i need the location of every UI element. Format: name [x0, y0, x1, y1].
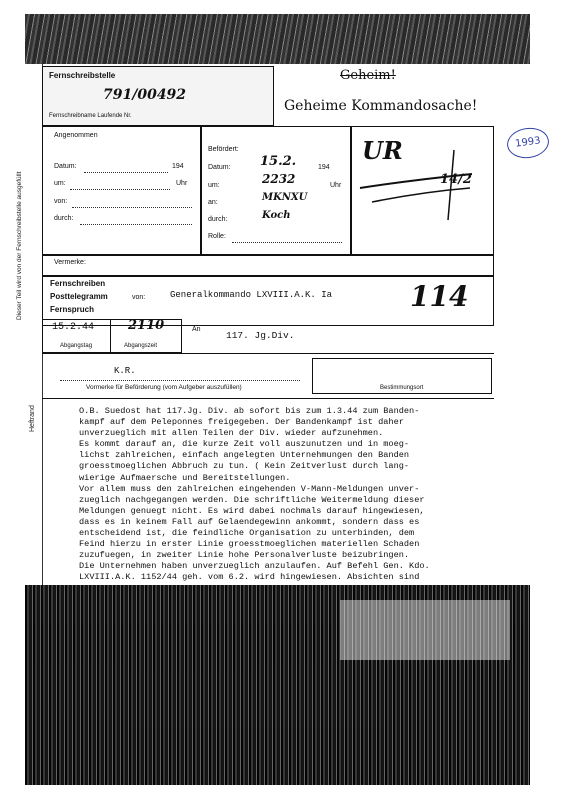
side-heftrand-label: Heftrand	[29, 405, 36, 432]
dispatch-date-label: Abgangstag	[60, 343, 93, 349]
befoerdert-durch-value: Koch	[262, 210, 291, 221]
angenommen-title: Angenommen	[54, 132, 98, 139]
dispatch-bottom-line	[42, 353, 494, 354]
divider-angenommen-befoerdert	[200, 126, 202, 254]
befoerdert-an-value: MKNXU	[262, 192, 308, 203]
message-line: zuzufuegen, in zweiter Linie hohe Personalverluste beizubringen.	[79, 550, 410, 561]
angenommen-uhr: Uhr	[176, 180, 188, 187]
befoerdert-datum-value: 15.2.	[260, 154, 297, 169]
stelle-number: 791/00492	[103, 87, 187, 103]
routing-vermerk: K.R.	[114, 366, 136, 376]
fernschreibstelle-box	[42, 66, 274, 126]
side-vertical-note: Dieser Teil wird von der Fernschreibstelle ausgefüllt	[16, 171, 23, 320]
befoerdert-hand-note-2: 14/2	[440, 172, 472, 187]
divider-vermerke	[42, 254, 494, 256]
message-number: 114	[410, 280, 469, 313]
angenommen-um-label: um:	[54, 180, 66, 187]
scan-noise-top	[25, 14, 530, 64]
routing-bottom-line	[42, 398, 494, 399]
message-body	[79, 406, 519, 595]
message-line: Meldungen genuegt nicht. Es wird dabei nochmals darauf hingewiesen,	[79, 505, 425, 516]
befoerdert-an-label: an:	[208, 199, 218, 206]
befoerdert-title: Befördert:	[208, 146, 239, 153]
message-line: O.B. Suedost hat 117.Jg. Div. ab sofort bis zum 1.3.44 zum Banden-	[79, 406, 420, 416]
dispatch-time-value: 2110	[128, 318, 165, 333]
befoerdert-year: 194	[318, 164, 330, 171]
message-line: LXVIII.A.K. 1152/44 geh. vom 6.2. wird hingewiesen. Absichten sind	[79, 572, 420, 583]
angenommen-year: 194	[172, 163, 184, 170]
angenommen-von-label: von:	[54, 198, 68, 205]
scan-noise-bottom-highlight	[340, 600, 510, 660]
befoerdert-hand-note: UR	[362, 136, 403, 165]
side-band	[28, 60, 43, 590]
message-line: kampf auf dem Peleponnes freigegeben. Der Bandenkampf ist daher	[79, 417, 404, 428]
routing-line	[60, 380, 300, 381]
befoerdert-durch-label: durch:	[208, 216, 228, 223]
message-line: Vor allem muss den zahlreichen eingehenden V-Mann-Meldungen unver-	[79, 483, 420, 494]
message-line: entscheidend ist, die feindliche Organisation zu unterbinden, dem	[79, 528, 415, 539]
befoerdert-um-value: 2232	[262, 172, 296, 186]
dispatch-time-label: Abgangszeit	[124, 343, 158, 349]
dispatch-recipient: 117. Jg.Div.	[226, 330, 295, 341]
classification-geheim: Geheim!	[340, 68, 396, 83]
classification-gkdos: Geheime Kommandosache!	[284, 98, 478, 114]
message-line: zueglich nachgegangen werden. Die schriftliche Weitermeldung dieser	[79, 494, 425, 505]
divider-transmission	[42, 275, 494, 277]
befoerdert-um-label: um:	[208, 182, 220, 189]
archive-stamp: 1993	[505, 125, 551, 161]
angenommen-um-line	[70, 189, 170, 190]
dispatch-date-value: 15.2.44	[52, 322, 95, 333]
bestimmungsort-label: Bestimmungsort	[380, 385, 424, 391]
dispatch-an-label: An	[192, 326, 201, 333]
message-line: lichst zahlreichen, einfach angelegten Unternehmungen den Banden	[79, 450, 410, 461]
message-line: Feind hierzu in erster Linie groesstmoeglichen materiellen Schaden	[79, 539, 420, 550]
message-line: dass es in keinem Fall auf Gelaendegewinn ankommt, sondern dass es	[79, 516, 420, 527]
befoerdert-uhr: Uhr	[330, 182, 342, 189]
von-label: von:	[132, 294, 146, 301]
angenommen-von-line	[72, 207, 192, 208]
message-line: unverzueglich mit allen Teilen der Div. wieder aufzunehmen.	[79, 428, 384, 439]
type-posttelegramm: Posttelegramm	[50, 292, 108, 301]
message-line: Die Unternehmen haben unverzueglich anzulaufen. Auf Befehl Gen. Kdo.	[79, 561, 430, 572]
befoerdert-rolle-line	[232, 242, 342, 243]
angenommen-datum-line	[84, 172, 168, 173]
sender-text: Generalkommando LXVIII.A.K. Ia	[170, 290, 333, 300]
dispatch-divider	[110, 319, 111, 353]
message-line: groesstmoeglichen Abbruch zu tun. ( Kein Zeitverlust durch lang-	[79, 461, 410, 472]
befoerdert-rolle-label: Rolle:	[208, 233, 226, 240]
angenommen-datum-label: Datum:	[54, 163, 77, 170]
angenommen-durch-label: durch:	[54, 215, 74, 222]
message-line: Es kommt darauf an, die kurze Zeit voll auszunutzen und in moeg-	[79, 439, 410, 450]
angenommen-durch-line	[80, 224, 192, 225]
message-line: wierige Aufmaersche und Bereitstellungen.	[79, 472, 291, 483]
type-fernspruch: Fernspruch	[50, 305, 95, 314]
routing-vermerk-label: Vormerke für Beförderung (vom Aufgeber auszufüllen)	[86, 384, 242, 391]
stelle-label: Fernschreibstelle	[49, 71, 116, 80]
befoerdert-datum-label: Datum:	[208, 164, 231, 171]
vermerke-label: Vermerke:	[54, 259, 86, 266]
stelle-sub-label: Fernschreibname Laufende Nr.	[49, 113, 132, 119]
handwritten-strokes	[352, 130, 492, 240]
type-fernschreiben: Fernschreiben	[50, 279, 106, 288]
